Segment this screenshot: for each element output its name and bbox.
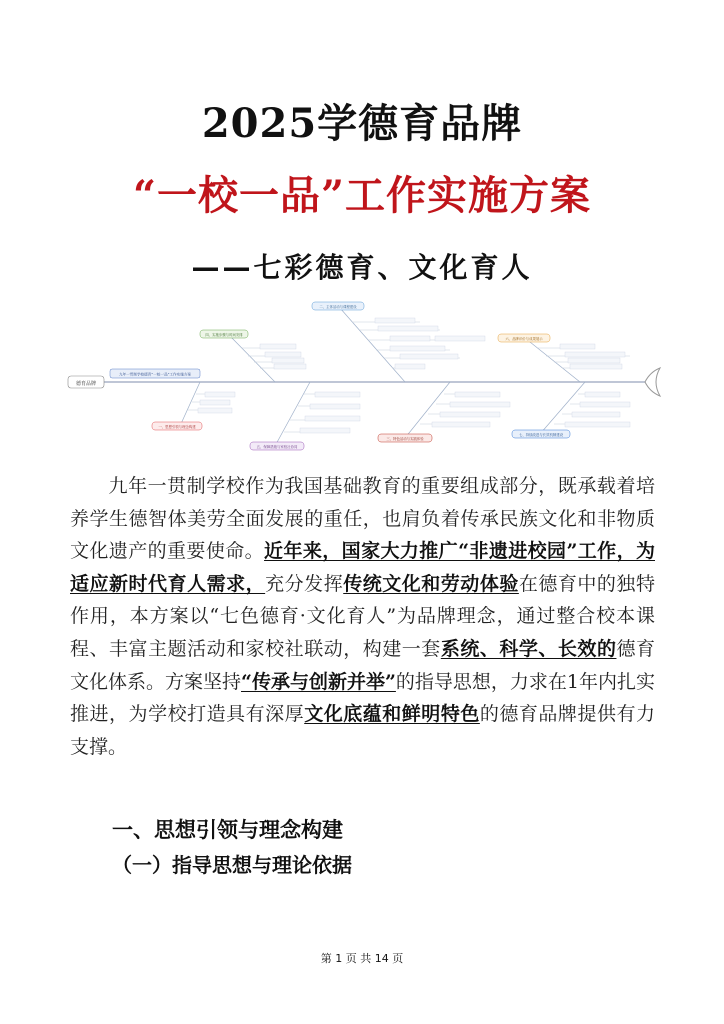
paragraph-seg: 九年一贯制学校作为我国基础教育的重要组成部分，既承载着培养学生德智体美劳全面发展的重任，也肩负着传承民族文化和非物质文化遗产的重要使命。	[70, 475, 655, 563]
paragraph-seg-underlined: 文化底蕴和鲜明特色	[304, 703, 480, 726]
paragraph-seg-underlined: 系统、科学、长效的	[440, 637, 617, 660]
branch-label-bottom-1: 一、思想引领与理念构建	[158, 424, 196, 429]
fishbone-diagram	[60, 296, 670, 466]
document-subtitle: ——七彩德育、文化育人	[191, 251, 533, 284]
branch-label-bottom-2: 五、保障措施与家校社协同	[256, 444, 298, 449]
paragraph-seg-underlined: 近年来，国家大力推广“非遗进校园”工作，为适应新时代育人需求，	[70, 540, 655, 595]
section-heading: 一、思想引领与理念构建	[112, 818, 343, 842]
page-number: 第 1 页 共 14 页	[320, 952, 404, 965]
paragraph-seg: 在德育中的独特作用，本方案以“七色德育·文化育人”为品牌理念，通过整合校本课程、丰富主题活动和家校社联动，构建一套	[70, 572, 655, 660]
branch-label-top-1: 四、实施步骤与时间安排	[205, 332, 243, 337]
paragraph-seg: 的德育品牌提供有力支撑。	[70, 703, 655, 758]
intro-paragraph	[70, 470, 655, 763]
branch-label-top-2: 二、主体活动与课程建设	[319, 304, 357, 309]
branch-label-top-3: 六、品牌评价与成果展示	[505, 336, 543, 341]
paragraph-seg: 德育文化体系。方案坚持	[70, 637, 655, 693]
document-title-line1: 2025学德育品牌	[201, 100, 523, 147]
document-title-line2: “一校一品”工作实施方案	[132, 172, 591, 219]
paragraph-seg-underlined: “传承与创新并举”	[241, 670, 396, 693]
branch-label-bottom-3: 三、特色活动与实践体验	[386, 436, 424, 441]
paragraph-seg: 的指导思想，力求在1年内扎实推进，为学校打造具有深厚	[70, 670, 655, 726]
paragraph-seg: 充分发挥	[265, 572, 344, 595]
fishbone-head-label: 德育品牌	[75, 381, 97, 387]
fishbone-main-label: 九年一贯制学校德育“一校一品”工作实施方案	[118, 372, 192, 377]
paragraph-seg-underlined: 传统文化和劳动体验	[343, 572, 519, 595]
branch-label-bottom-4: 七、持续改进与长效机制建设	[518, 432, 564, 437]
subsection-heading: （一）指导思想与理论依据	[112, 853, 352, 877]
